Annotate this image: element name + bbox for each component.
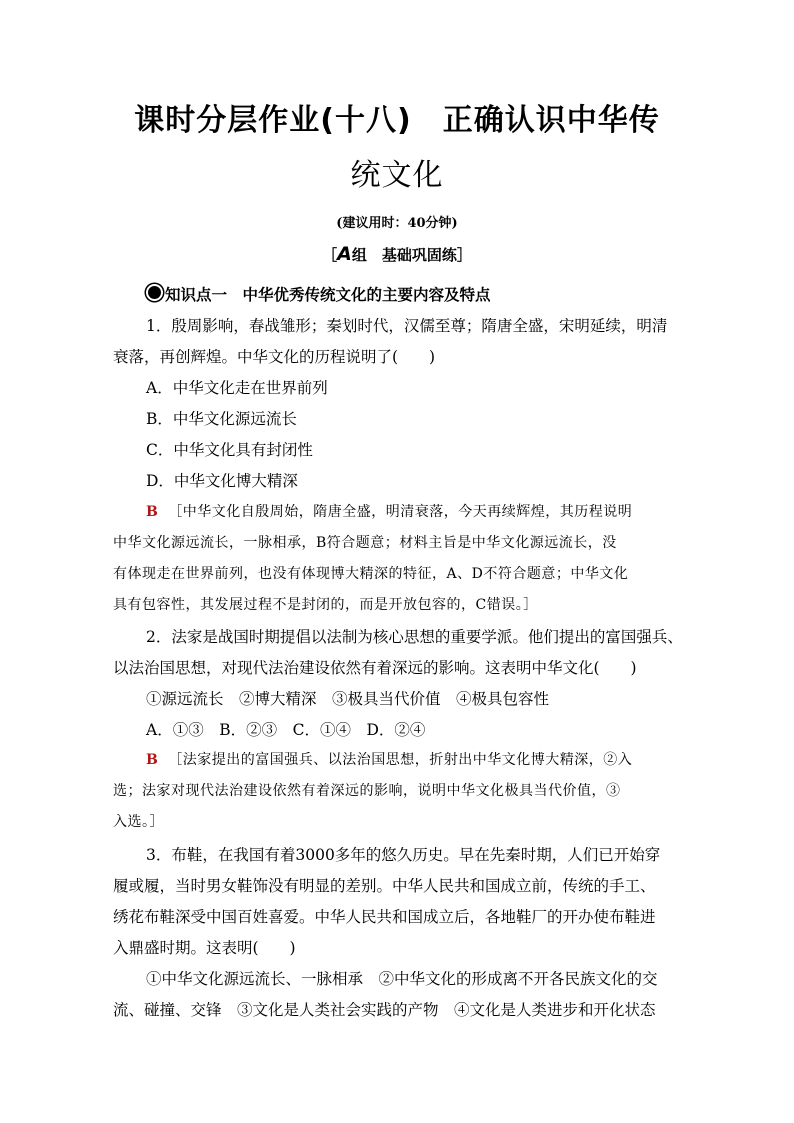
- group-bracket-close: ］: [456, 246, 472, 264]
- knowledge-point-heading: [146, 283, 491, 305]
- q1-answer: B: [146, 504, 159, 520]
- q1-option-d: D．中华文化博大精深: [146, 472, 298, 490]
- q1-explanation-line: 中华文化源远流长，一脉相承，B符合题意；材料主旨是中华文化源远流长，没: [113, 535, 617, 551]
- q1-option-c: C．中华文化具有封闭性: [146, 441, 313, 459]
- q3-stem-line: 绣花布鞋深受中国百姓喜爱。中华人民共和国成立后，各地鞋厂的开办使布鞋进: [113, 908, 656, 926]
- q1-explanation-line: [146, 501, 632, 521]
- q1-stem-line: 衰落，再创辉煌。中华文化的历程说明了( ): [113, 348, 436, 366]
- q1-explanation-text: ［中华文化自殷周始，隋唐全盛，明清衰落，今天再续辉煌，其历程说明: [168, 504, 633, 520]
- q3-items-line: 流、碰撞、交锋 ③文化是人类社会实践的产物 ④文化是人类进步和开化状态: [113, 1001, 656, 1019]
- group-label: 组 基础巩固练: [351, 246, 457, 264]
- q2-items: ①源远流长 ②博大精深 ③极具当代价值 ④极具包容性: [146, 690, 550, 708]
- q1-option-a: A．中华文化走在世界前列: [146, 379, 328, 397]
- q1-option-b: B．中华文化源远流长: [146, 410, 297, 428]
- q2-explanation-text: ［法家提出的富国强兵、以法治国思想，折射出中华文化博大精深，②入: [168, 752, 633, 768]
- group-heading: [0, 243, 794, 265]
- q1-explanation-line: 有体现走在世界前列，也没有体现博大精深的特征，A、D不符合题意；中华文化: [113, 566, 629, 582]
- q2-answer: B: [146, 752, 159, 768]
- document-title-line1: 课时分层作业(十八) 正确认识中华传: [134, 103, 660, 138]
- suggested-time: (建议用时：40分钟): [336, 216, 458, 231]
- q2-options: A．①③ B．②③ C．①④ D．②④: [146, 721, 426, 739]
- q2-explanation-line: 选；法家对现代法治建设依然有着深远的影响，说明中华文化极具当代价值，③: [113, 783, 621, 799]
- group-bracket-open: ［: [322, 246, 338, 264]
- q2-stem-line: 以法治国思想，对现代法治建设依然有着深远的影响。这表明中华文化( ): [113, 659, 637, 677]
- q3-stem-line: 履或履，当时男女鞋饰没有明显的差别。中华人民共和国成立前，传统的手工、: [113, 877, 656, 895]
- document-title-line2: 统文化: [350, 158, 444, 193]
- q1-explanation-line: 具有包容性，其发展过程不是封闭的，而是开放包容的，C错误。］: [113, 597, 538, 613]
- q2-explanation-line: [146, 749, 632, 769]
- q2-explanation-line: 入选。］: [113, 814, 164, 830]
- q3-stem-line: 入鼎盛时期。这表明( ): [113, 939, 296, 957]
- q3-items-line: ①中华文化源远流长、一脉相承 ②中华文化的形成离不开各民族文化的交: [146, 970, 658, 988]
- q1-stem-line: 1．殷周影响，春战雏形；秦划时代，汉儒至尊；隋唐全盛，宋明延续，明清: [146, 317, 668, 335]
- q2-stem-line: 2．法家是战国时期提倡以法制为核心思想的重要学派。他们提出的富国强兵、: [146, 628, 683, 646]
- knowledge-point-text: 知识点一 中华优秀传统文化的主要内容及特点: [165, 285, 491, 304]
- bullet-icon: [146, 284, 163, 301]
- group-letter: A: [337, 243, 352, 265]
- q3-stem-line: 3．布鞋，在我国有着3000多年的悠久历史。早在先秦时期，人们已开始穿: [146, 846, 661, 864]
